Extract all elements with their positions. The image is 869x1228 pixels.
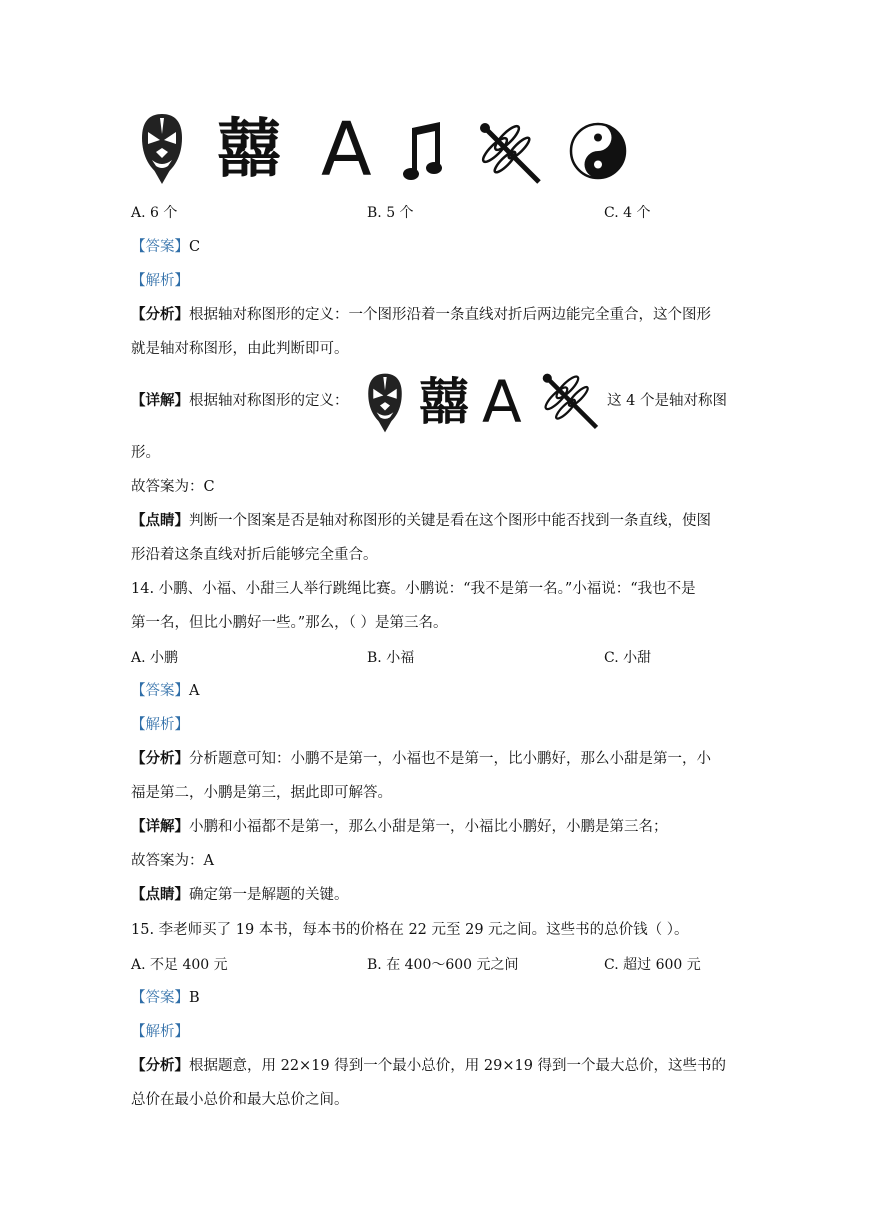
dianjing-text: 判断一个图案是否是轴对称图形的关键是看在这个图形中能否找到一条直线，使图: [189, 513, 711, 529]
fenxi-tag: 【分析】: [131, 306, 189, 323]
dianjing-line: [131, 511, 711, 531]
xiangjie-tail: 这 4 个是轴对称图: [607, 393, 727, 409]
xiangjie-tag: 【详解】: [131, 392, 189, 409]
option-c[interactable]: C. 小甜: [604, 650, 652, 666]
double-happiness-glyph: 囍: [419, 373, 469, 431]
xiangjie-text: 小鹏和小福都不是第一，那么小甜是第一，小福比小鹏好，小鹏是第三名；: [189, 819, 668, 835]
fenxi-text-cont: 福是第二，小鹏是第三，据此即可解答。: [131, 785, 392, 801]
opera-mask-icon: [364, 372, 406, 434]
xiangjie-tag: 【详解】: [131, 818, 189, 835]
fenxi-text: 根据题意，用 22×19 得到一个最小总价，用 29×19 得到一个最大总价，这些书的: [189, 1058, 727, 1074]
question-14-stem: 14. 小鹏、小福、小甜三人举行跳绳比赛。小鹏说：“我不是第一名。”小福说：“我也不是: [131, 581, 696, 597]
answer-value: A: [189, 683, 200, 699]
fenxi-text-cont: 总价在最小总价和最大总价之间。: [131, 1092, 349, 1108]
analysis-tag: 【解析】: [131, 1024, 189, 1040]
answer-line: [131, 681, 199, 701]
xiangjie-cont: 形。: [131, 445, 160, 461]
figure-row: [135, 107, 635, 193]
letter-a-glyph: A: [482, 368, 522, 436]
letter-a-glyph: A: [321, 107, 372, 193]
option-b[interactable]: B. 小福: [367, 650, 415, 666]
fenxi-tag: 【分析】: [131, 750, 189, 767]
fenxi-text: 分析题意可知：小鹏不是第一，小福也不是第一，比小鹏好，那么小甜是第一，小: [189, 751, 711, 767]
xiangjie-line: [131, 817, 668, 837]
music-note-icon: [403, 122, 445, 184]
xiangjie-line: [131, 391, 349, 411]
analysis-tag: 【解析】: [131, 717, 189, 733]
answer-tag: 【答案】: [131, 683, 189, 699]
option-c[interactable]: C. 4 个: [604, 205, 651, 221]
option-b[interactable]: B. 5 个: [367, 205, 414, 221]
question-14-stem-cont: 第一名，但比小鹏好一些。”那么，（ ）是第三名。: [131, 615, 448, 631]
inline-figures: [364, 370, 604, 434]
answer-value: C: [189, 239, 201, 255]
option-a[interactable]: A. 6 个: [131, 205, 178, 221]
dianjing-text: 确定第一是解题的关键。: [189, 887, 349, 903]
conclusion: 故答案为：A: [131, 853, 214, 869]
dragonfly-icon: [477, 120, 545, 186]
answer-line: [131, 237, 200, 257]
question-15-stem: 15. 李老师买了 19 本书，每本书的价格在 22 元至 29 元之间。这些书的总价钱（ ）。: [131, 922, 689, 938]
double-happiness-glyph: 囍: [217, 113, 281, 187]
option-a[interactable]: A. 小鹏: [131, 650, 179, 666]
analysis-tag: 【解析】: [131, 273, 189, 289]
fenxi-line: [131, 1056, 726, 1076]
dianjing-text-cont: 形沿着这条直线对折后能够完全重合。: [131, 547, 378, 563]
yin-yang-icon: [569, 122, 627, 180]
conclusion: 故答案为：C: [131, 479, 215, 495]
fenxi-text-cont: 就是轴对称图形，由此判断即可。: [131, 341, 349, 357]
fenxi-line: [131, 749, 711, 769]
opera-mask-icon: [138, 112, 186, 186]
answer-line: [131, 988, 200, 1008]
answer-value: B: [189, 990, 200, 1006]
option-b[interactable]: B. 在 400～600 元之间: [367, 957, 519, 973]
option-a[interactable]: A. 不足 400 元: [131, 957, 228, 973]
option-c[interactable]: C. 超过 600 元: [604, 957, 701, 973]
dianjing-line: [131, 885, 349, 905]
fenxi-text: 根据轴对称图形的定义：一个图形沿着一条直线对折后两边能完全重合，这个图形: [189, 307, 711, 323]
answer-tag: 【答案】: [131, 990, 189, 1006]
xiangjie-text: 根据轴对称图形的定义：: [189, 393, 349, 409]
fenxi-tag: 【分析】: [131, 1057, 189, 1074]
fenxi-line: [131, 305, 711, 325]
dragonfly-icon: [540, 370, 602, 432]
dianjing-tag: 【点睛】: [131, 886, 189, 903]
dianjing-tag: 【点睛】: [131, 512, 189, 529]
answer-tag: 【答案】: [131, 239, 189, 255]
